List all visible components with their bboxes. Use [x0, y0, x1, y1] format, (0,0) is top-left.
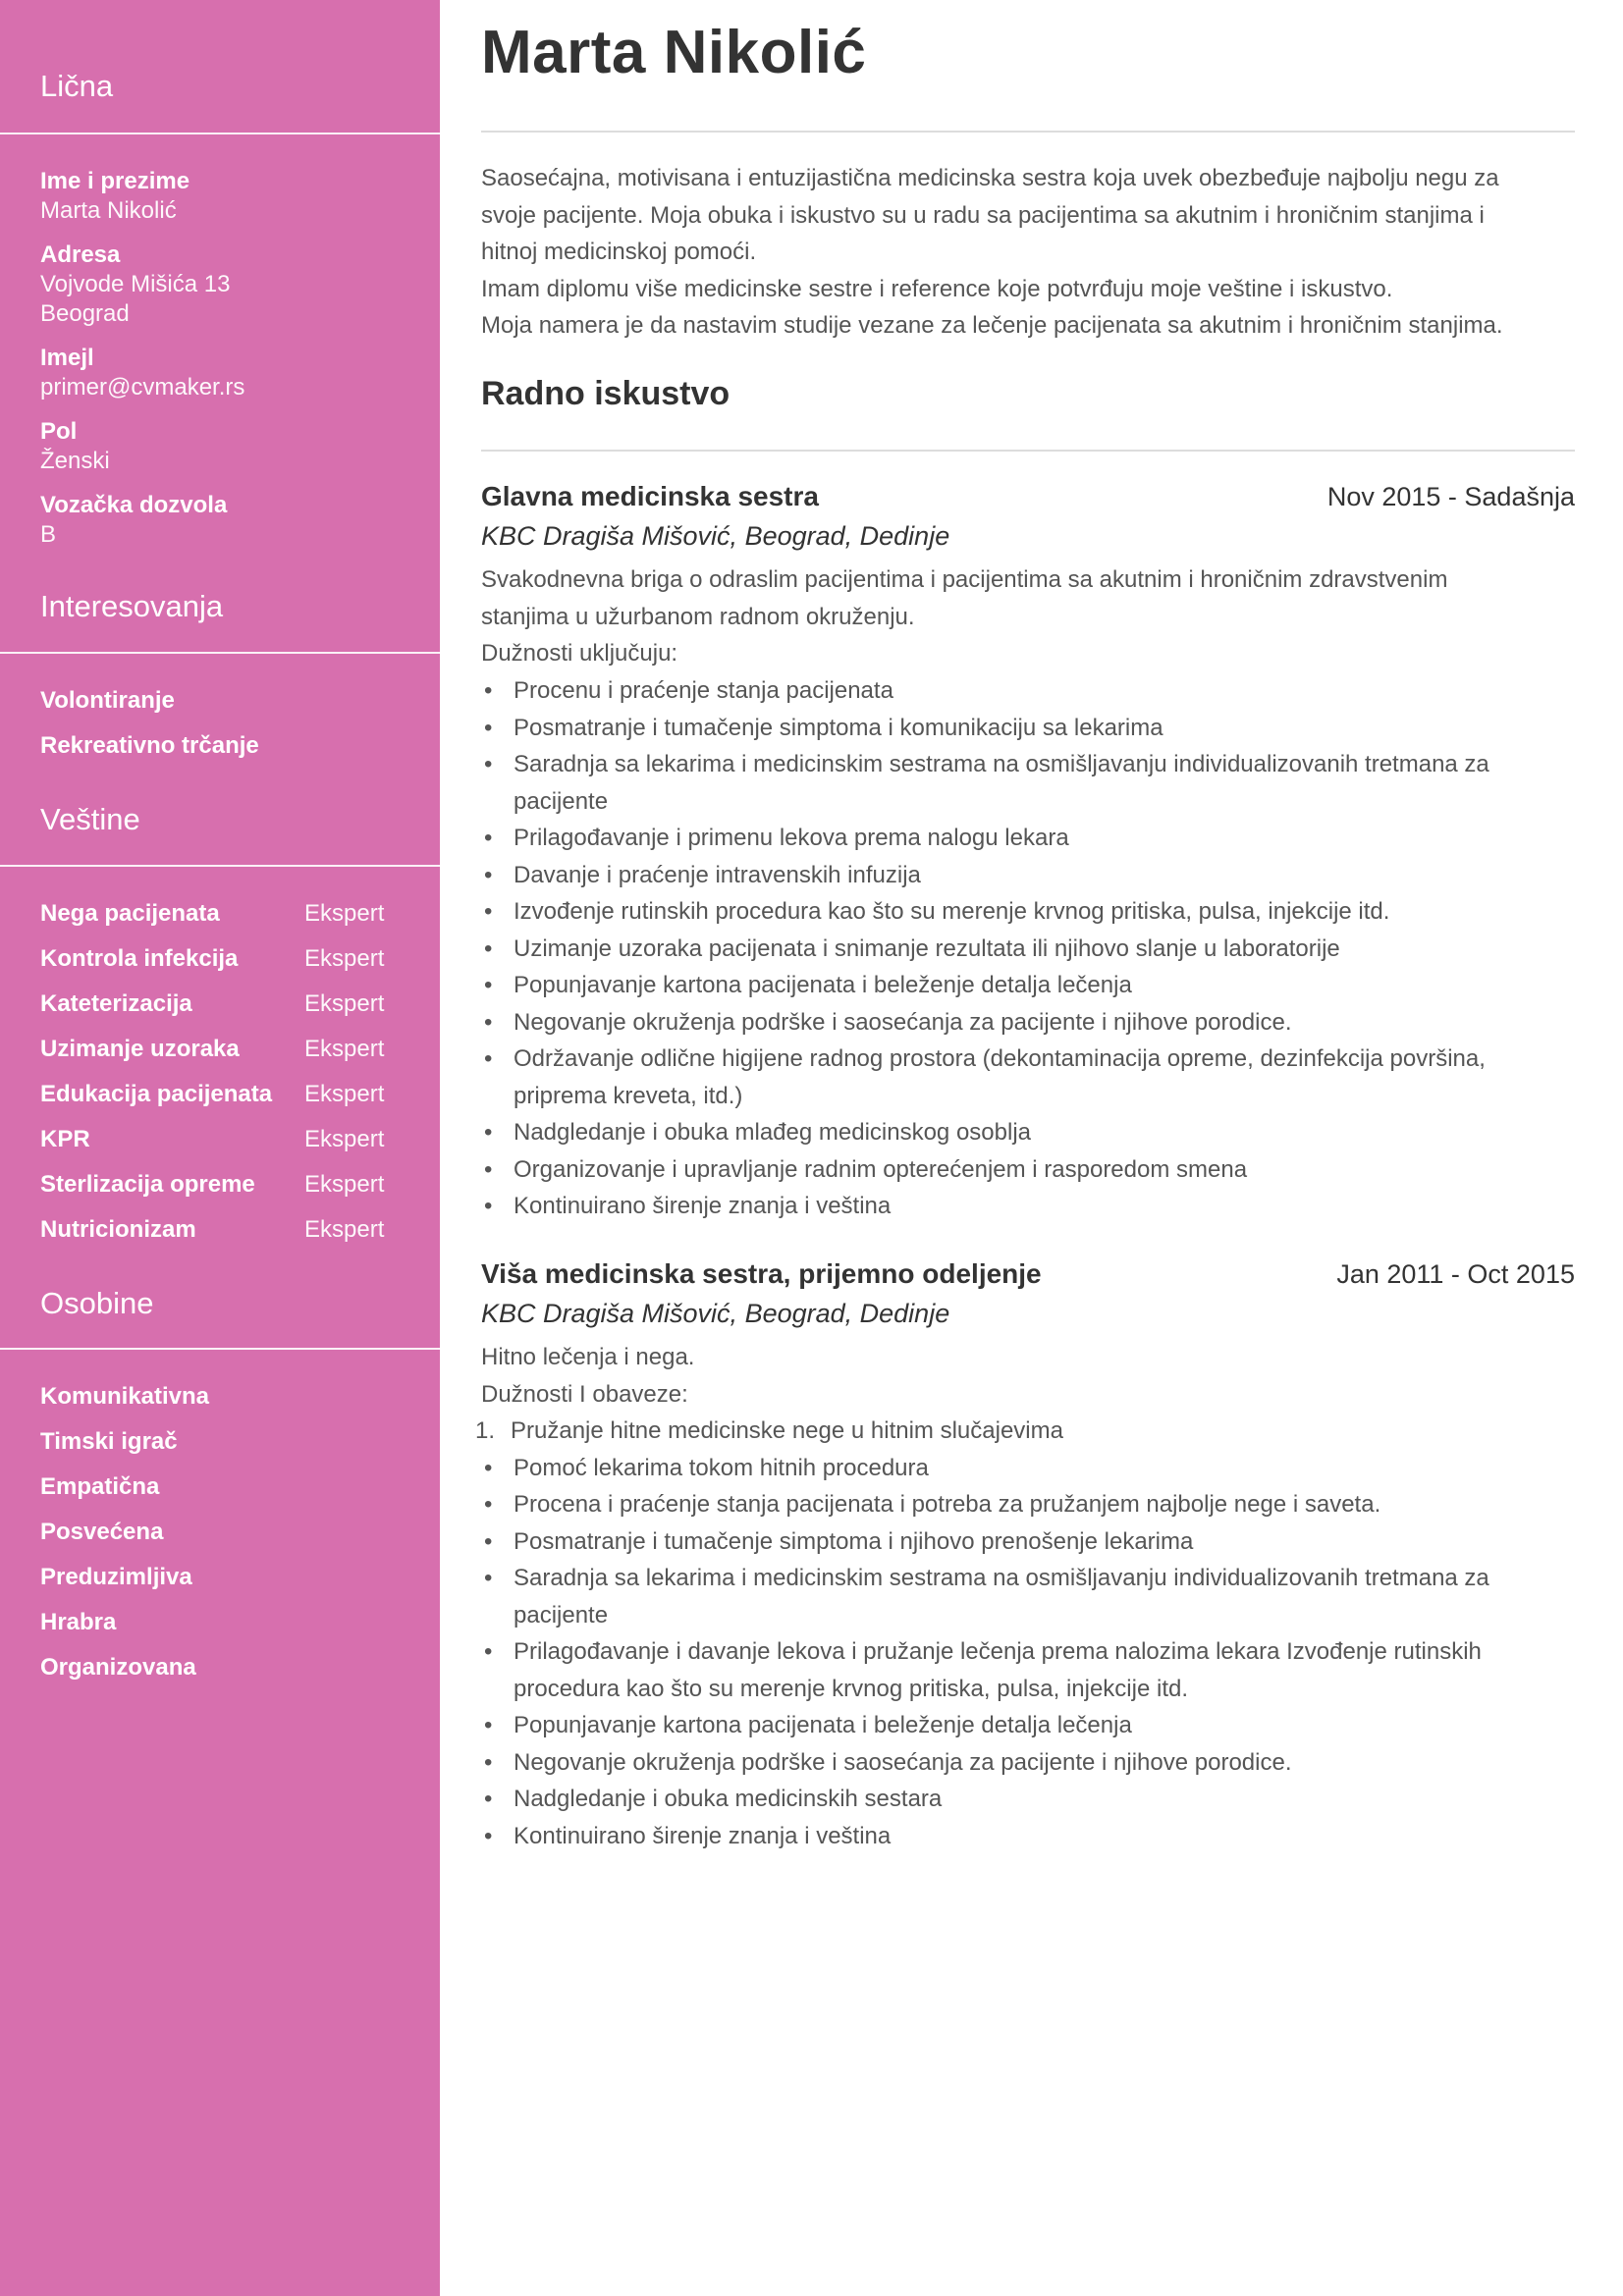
- duties-list: [481, 1413, 1575, 1854]
- sidebar: [0, 0, 440, 2296]
- skill-level: Ekspert: [304, 1216, 385, 1243]
- candidate-name: Marta Nikolić: [481, 19, 867, 86]
- list-item: • Izvođenje rutinskih procedura kao što su merenje krvnog pritiska, pulsa, injekcije itd.: [481, 893, 1575, 931]
- job-company: KBC Dragiša Mišović, Beograd, Dedinje: [481, 1299, 950, 1328]
- field-value-name: Marta Nikolić: [40, 197, 177, 224]
- trait-item: Empatična: [40, 1473, 160, 1500]
- list-item: • Saradnja sa lekarima i medicinskim sestrama na osmišljavanju individualizovanih tretmana za pacijente: [481, 1560, 1575, 1633]
- list-item: • Saradnja sa lekarima i medicinskim sestrama na osmišljavanju individualizovanih tretmana za pacijente: [481, 746, 1575, 820]
- list-item: • Posmatranje i tumačenje simptoma i komunikaciju sa lekarima: [481, 710, 1575, 747]
- job-title: Glavna medicinska sestra: [481, 481, 819, 511]
- summary-line: Imam diplomu više medicinske sestre i reference koje potvrđuju moje veštine i iskustvo.: [481, 275, 1393, 302]
- summary-line: Saosećajna, motivisana i entuzijastična medicinska sestra koja uvek obezbeđuje najbolju negu za: [481, 165, 1499, 191]
- trait-item: Timski igrač: [40, 1428, 178, 1455]
- skill-level: Ekspert: [304, 945, 385, 972]
- list-item: • Procenu i praćenje stanja pacijenata: [481, 672, 1575, 710]
- list-item: • Kontinuirano širenje znanja i veština: [481, 1818, 1575, 1855]
- field-value-email: primer@cvmaker.rs: [40, 374, 245, 400]
- skill-level: Ekspert: [304, 990, 385, 1017]
- personal-heading: Lična: [40, 69, 114, 103]
- interest-item: Volontiranje: [40, 687, 175, 714]
- list-item: • Održavanje odlične higijene radnog prostora (dekontaminacija opreme, dezinfekcija površina, priprema kreveta, itd.): [481, 1041, 1575, 1114]
- skill-level: Ekspert: [304, 1036, 385, 1062]
- job-date: Jan 2011 - Oct 2015: [1336, 1259, 1575, 1289]
- description-line: Dužnosti uključuju:: [481, 640, 678, 667]
- list-item: • Nadgledanje i obuka medicinskih sestara: [481, 1781, 1575, 1818]
- job-title: Viša medicinska sestra, prijemno odeljenje: [481, 1258, 1042, 1289]
- divider: [0, 133, 440, 134]
- field-label-address: Adresa: [40, 241, 121, 268]
- skill-name: Nutricionizam: [40, 1216, 196, 1243]
- skill-name: Kateterizacija: [40, 990, 192, 1017]
- trait-item: Hrabra: [40, 1609, 117, 1635]
- description-line: Svakodnevna briga o odraslim pacijentima i pacijentima sa akutnim i hroničnim zdravstvenim: [481, 566, 1448, 593]
- summary-line: svoje pacijente. Moja obuka i iskustvo su u radu sa pacijentima sa akutnim i hroničnim stanjima i: [481, 201, 1485, 229]
- traits-heading: Osobine: [40, 1286, 154, 1320]
- skill-level: Ekspert: [304, 1081, 385, 1107]
- job-description: [481, 1339, 1575, 1413]
- list-item: • Procena i praćenje stanja pacijenata i potreba za pružanjem najbolje nege i saveta.: [481, 1486, 1575, 1523]
- divider: [0, 1348, 440, 1350]
- list-item: • Nadgledanje i obuka mlađeg medicinskog osoblja: [481, 1114, 1575, 1151]
- list-item: • Negovanje okruženja podrške i saosećanja za pacijente i njihove porodice.: [481, 1744, 1575, 1782]
- divider: [481, 131, 1575, 133]
- skill-level: Ekspert: [304, 1126, 385, 1152]
- field-value-gender: Ženski: [40, 448, 110, 474]
- field-label-gender: Pol: [40, 418, 78, 445]
- list-item-numbered: 1. Pružanje hitne medicinske nege u hitnim slučajevima: [481, 1413, 1575, 1450]
- trait-item: Organizovana: [40, 1654, 196, 1681]
- skill-name: KPR: [40, 1126, 90, 1152]
- skill-name: Nega pacijenata: [40, 900, 220, 927]
- duties-list: [481, 672, 1575, 1225]
- experience-heading: Radno iskustvo: [481, 375, 730, 412]
- list-item: • Davanje i praćenje intravenskih infuzija: [481, 857, 1575, 894]
- list-item: • Prilagođavanje i davanje lekova i pružanje lečenja prema nalozima lekara Izvođenje rutinskih procedura kao što su merenje krvnog pritiska, pulsa, injekcije itd.: [481, 1633, 1575, 1707]
- description-line: Dužnosti I obaveze:: [481, 1380, 688, 1408]
- field-value-address: Vojvode Mišića 13 Beograd: [40, 271, 231, 327]
- list-item: • Prilagođavanje i primenu lekova prema nalogu lekara: [481, 820, 1575, 857]
- divider: [0, 865, 440, 867]
- description-line: Hitno lečenja i nega.: [481, 1344, 695, 1370]
- interest-item: Rekreativno trčanje: [40, 732, 259, 759]
- field-label-name: Ime i prezime: [40, 168, 190, 194]
- skill-name: Kontrola infekcija: [40, 945, 239, 972]
- job-description: [481, 561, 1575, 672]
- skill-name: Uzimanje uzoraka: [40, 1036, 240, 1062]
- list-item: • Posmatranje i tumačenje simptoma i njihovo prenošenje lekarima: [481, 1523, 1575, 1561]
- list-item: • Negovanje okruženja podrške i saosećanja za pacijente i njihove porodice.: [481, 1004, 1575, 1041]
- field-value-license: B: [40, 521, 57, 548]
- field-label-email: Imejl: [40, 345, 94, 371]
- skill-name: Edukacija pacijenata: [40, 1081, 273, 1107]
- skill-name: Sterlizacija opreme: [40, 1171, 255, 1198]
- list-item: • Organizovanje i upravljanje radnim opterećenjem i rasporedom smena: [481, 1151, 1575, 1189]
- skill-level: Ekspert: [304, 900, 385, 927]
- list-item: • Pomoć lekarima tokom hitnih procedura: [481, 1450, 1575, 1487]
- list-item: • Uzimanje uzoraka pacijenata i snimanje rezultata ili njihovo slanje u laboratorije: [481, 931, 1575, 968]
- skills-heading: Veštine: [40, 802, 140, 836]
- job-company: KBC Dragiša Mišović, Beograd, Dedinje: [481, 521, 950, 551]
- field-label-license: Vozačka dozvola: [40, 492, 228, 518]
- list-item: • Popunjavanje kartona pacijenata i beleženje detalja lečenja: [481, 1707, 1575, 1744]
- divider: [0, 652, 440, 654]
- summary-line: hitnoj medicinskoj pomoći.: [481, 239, 757, 265]
- list-item: • Popunjavanje kartona pacijenata i beleženje detalja lečenja: [481, 967, 1575, 1004]
- trait-item: Preduzimljiva: [40, 1564, 192, 1590]
- summary-line: Moja namera je da nastavim studije vezane za lečenje pacijenata sa akutnim i hroničnim stanjima.: [481, 312, 1503, 339]
- divider: [481, 450, 1575, 452]
- list-item: • Kontinuirano širenje znanja i veština: [481, 1188, 1575, 1225]
- trait-item: Komunikativna: [40, 1383, 210, 1410]
- trait-item: Posvećena: [40, 1519, 164, 1545]
- job-date: Nov 2015 - Sadašnja: [1326, 482, 1575, 511]
- interests-heading: Interesovanja: [40, 589, 224, 623]
- skill-level: Ekspert: [304, 1171, 385, 1198]
- summary: [481, 160, 1575, 345]
- description-line: stanjima u užurbanom radnom okruženju.: [481, 603, 915, 630]
